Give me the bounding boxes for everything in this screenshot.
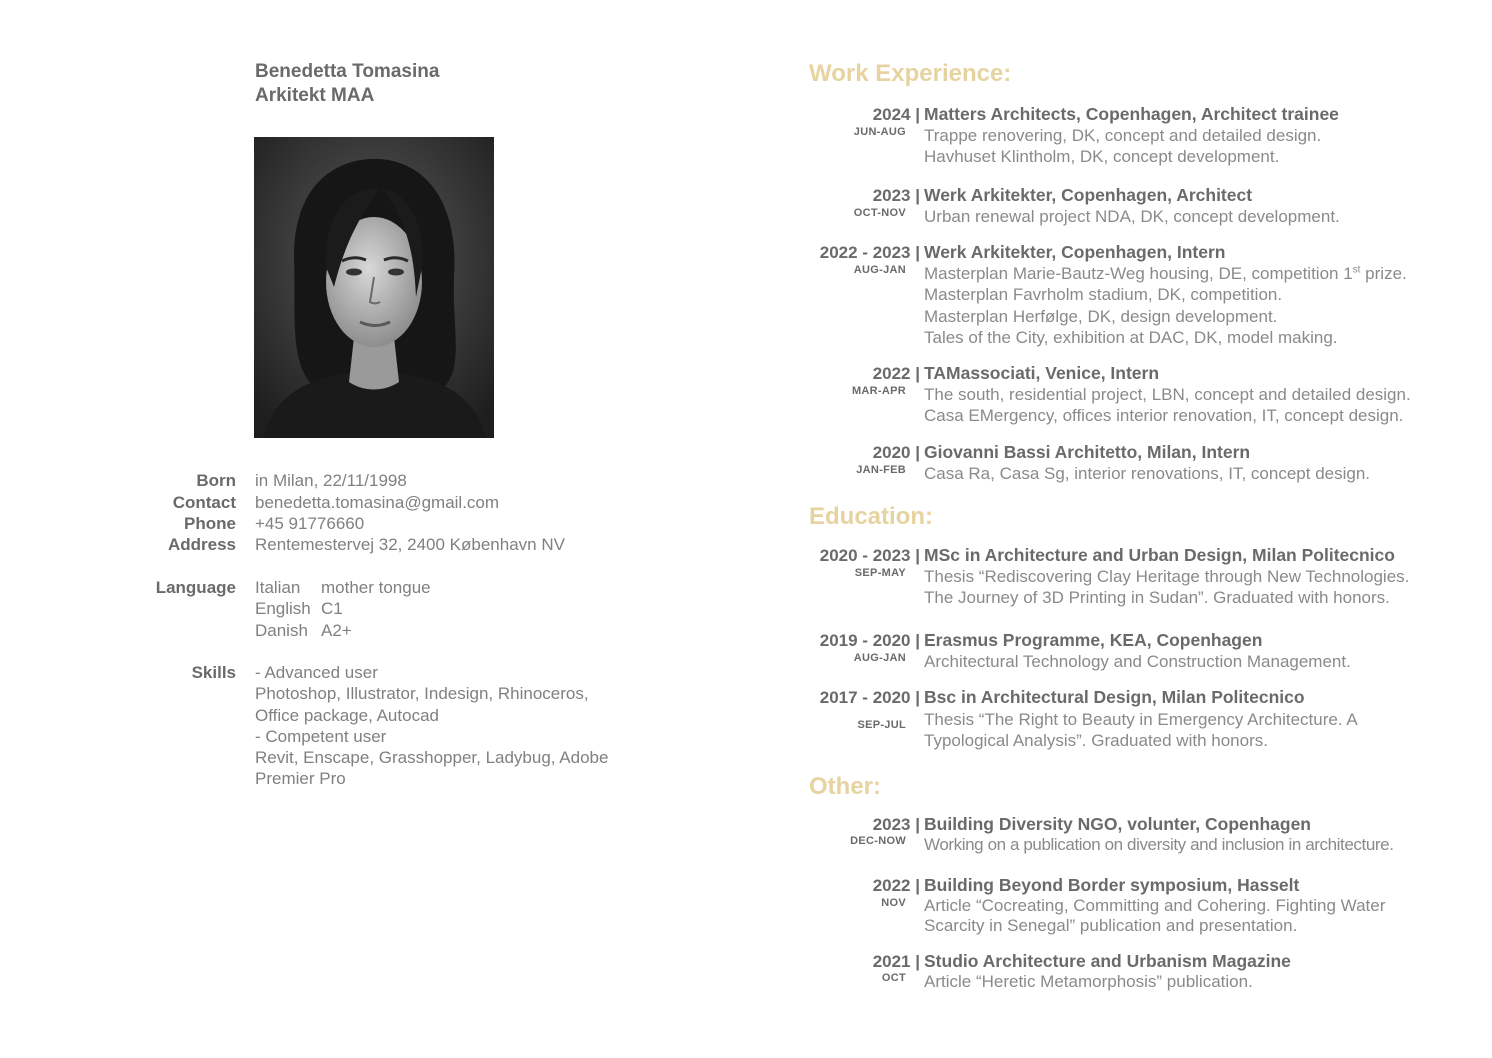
entry-title: Giovanni Bassi Architetto, Milan, Intern [924,442,1251,462]
entry-description: Casa Ra, Casa Sg, interior renovations, IT, concept design. [924,464,1371,483]
phone-value: +45 91776660 [255,514,365,533]
entry-year: 2021 | [872,952,920,971]
entry-period: OCT-NOV [853,207,906,219]
language-item: Danish A2+ [255,620,352,640]
entry-title: TAMassociati, Venice, Intern [924,363,1160,383]
entry-period: AUG-JAN [853,264,906,276]
work-heading: Work Experience: [809,60,1012,87]
language-list [255,577,431,641]
entry-description: Article “Heretic Metamorphosis” publication. [924,972,1253,991]
entry-title: Werk Arkitekter, Copenhagen, Architect [924,185,1253,205]
entry-description: Masterplan Marie-Bautz-Weg housing, DE, competition 1st prize. Masterplan Favrholm stadium, DK, competition. Masterplan Herfølge, DK, design development. Tales of the City, exhibition at DAC, DK, model making. [924,264,1407,347]
skills-line: - Advanced user [255,663,378,682]
entry-description: Article “Cocreating, Committing and Cohering. Fighting Water Scarcity in Senegal” publication and presentation. [924,896,1386,935]
entry-title: Building Beyond Border symposium, Hasselt [924,875,1300,895]
address-label: Address [167,535,236,554]
entry-year: 2017 - 2020 | [819,688,920,707]
entry-description: Architectural Technology and Construction Management. [924,652,1351,671]
entry-year: 2022 - 2023 | [819,243,920,262]
entry-period: DEC-NOW [850,835,906,847]
language-item: Italian mother tongue [255,578,431,597]
address-value: Rentemestervej 32, 2400 København NV [255,535,565,554]
born-value: in Milan, 22/11/1998 [255,471,407,490]
entry-year: 2020 | [872,443,920,462]
entry-period: MAR-APR [851,385,906,397]
entry-period: SEP-JUL [857,719,906,731]
skills-list [255,662,608,790]
skills-line: - Competent user [255,726,387,746]
header-block [255,60,439,108]
skills-line: Premier Pro [255,769,346,789]
contact-label: Contact [172,493,236,512]
language-label: Language [155,578,236,597]
entry-year: 2023 | [872,815,920,834]
entry-year: 2023 | [872,186,920,205]
entry-title: Studio Architecture and Urbanism Magazine [924,951,1291,971]
entry-title: Werk Arkitekter, Copenhagen, Intern [924,242,1226,262]
entry-year: 2024 | [872,105,920,124]
portrait-photo [254,137,494,438]
entry-description: Thesis “The Right to Beauty in Emergency Architecture. A Typological Analysis”. Graduated with honors. [924,710,1358,751]
skills-line: Office package, Autocad [255,705,439,725]
entry-title: Building Diversity NGO, volunter, Copenhagen [924,814,1311,834]
entry-period: SEP-MAY [854,567,906,579]
other-heading: Other: [809,773,881,800]
phone-label: Phone [184,514,236,533]
entry-description: Thesis “Rediscovering Clay Heritage through New Technologies. The Journey of 3D Printing in Sudan”. Graduated with honors. [924,567,1410,608]
entry-title: MSc in Architecture and Urban Design, Milan Politecnico [924,545,1395,565]
entry-period: JAN-FEB [856,464,906,476]
language-item: English C1 [255,599,343,619]
entry-year: 2020 - 2023 | [819,546,920,565]
skills-label: Skills [191,663,236,682]
education-heading: Education: [809,503,933,530]
entry-title: Erasmus Programme, KEA, Copenhagen [924,630,1263,650]
entry-period: JUN-AUG [853,126,906,138]
entry-description: Trappe renovering, DK, concept and detailed design. Havhuset Klintholm, DK, concept development. [924,126,1322,167]
entry-period: NOV [881,897,906,909]
skills-line: Photoshop, Illustrator, Indesign, Rhinoceros, [255,684,589,704]
skills-line: Revit, Enscape, Grasshopper, Ladybug, Adobe [255,748,609,768]
entry-title: Bsc in Architectural Design, Milan Politecnico [924,687,1305,707]
entry-period: OCT [881,972,906,984]
entry-description: Working on a publication on diversity and inclusion in architecture. [924,835,1394,854]
entry-description: The south, residential project, LBN, concept and detailed design. Casa EMergency, offices interior renovation, IT, concept design. [924,385,1411,426]
entry-description: Urban renewal project NDA, DK, concept development. [924,207,1340,226]
person-title: Arkitekt MAA [255,85,375,106]
born-label: Born [196,471,236,490]
contact-email[interactable]: benedetta.tomasina@gmail.com [255,493,500,512]
entry-year: 2022 | [872,364,920,383]
entry-year: 2019 - 2020 | [819,631,920,650]
entry-year: 2022 | [872,876,920,895]
entry-period: AUG-JAN [853,652,906,664]
person-name: Benedetta Tomasina [255,61,440,82]
entry-title: Matters Architects, Copenhagen, Architect trainee [924,104,1339,124]
